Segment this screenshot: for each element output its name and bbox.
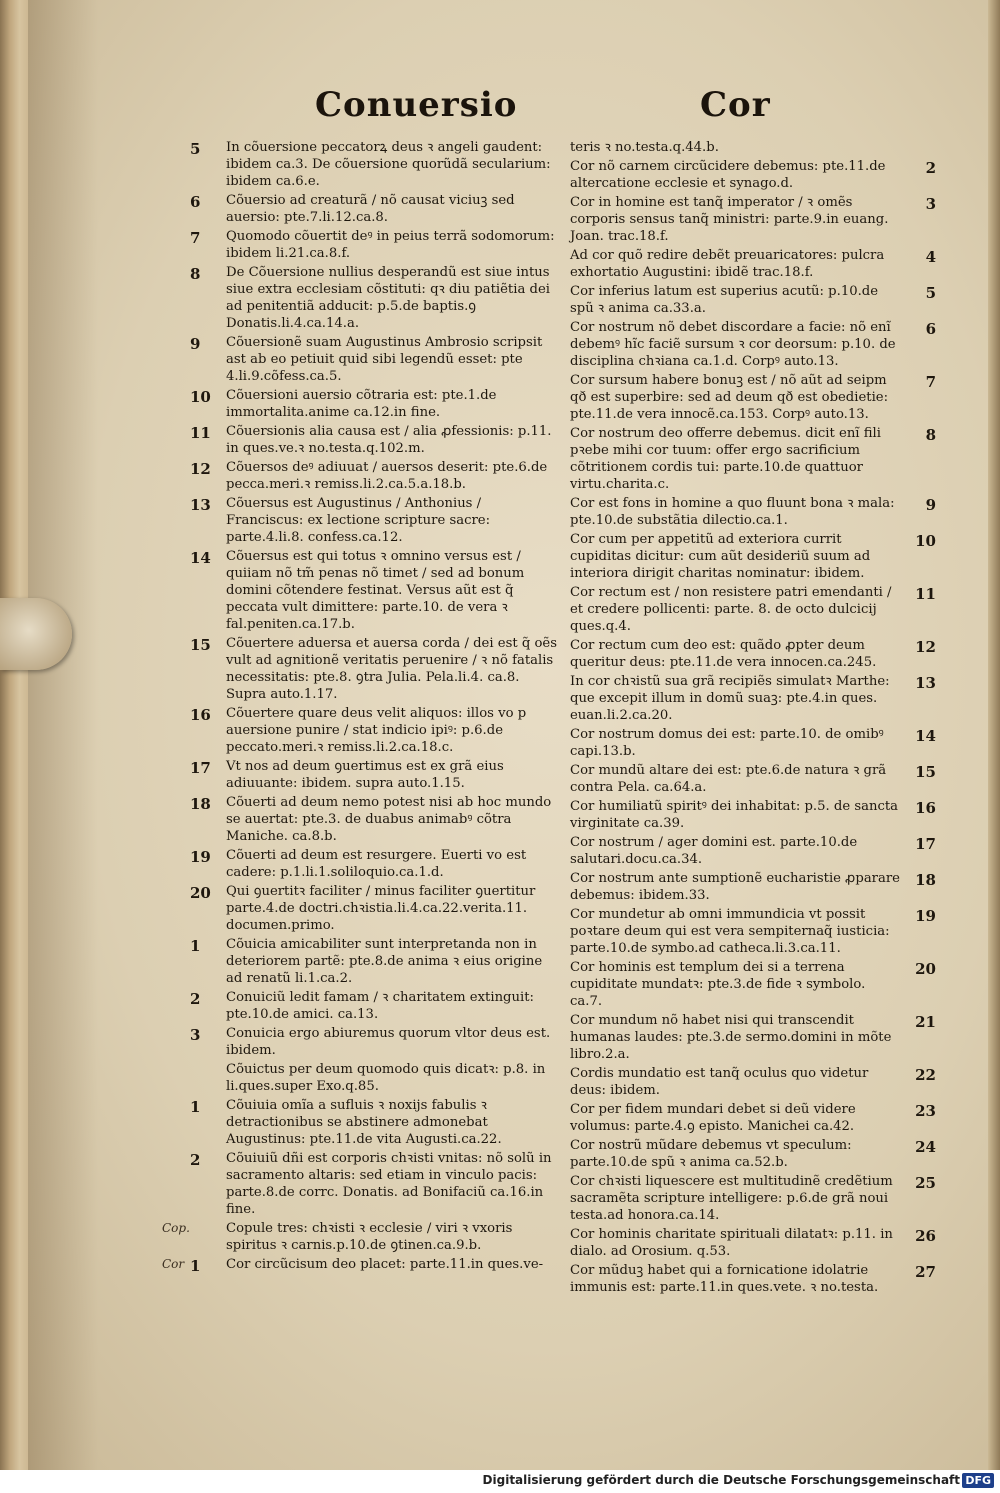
index-entry <box>190 459 560 493</box>
entry-text: Cõuiuiũ dñi est corporis chꝛisti vnitas: nõ solũ in sacramento altaris: sed etiam in vinculo pacis: parte.8.de corrc. Donatis. ad Bonifaciũ ca.16.in fine. <box>226 1151 552 1217</box>
entry-text: Cõuerti ad deum est resurgere. Euerti vo est cadere: p.1.li.1.soliloquio.ca.1.d. <box>226 848 527 880</box>
book-binding <box>0 0 28 1470</box>
index-entry <box>190 139 560 190</box>
entry-number: 27 <box>915 1263 936 1281</box>
entry-number: 24 <box>915 1138 936 1156</box>
entry-number: 20 <box>190 884 211 902</box>
entry-text: Cõuersio ad creaturã / nõ causat viciuꝫ sed auersio: pte.7.li.12.ca.8. <box>226 193 515 225</box>
entry-text: Cor circũcisum deo placet: parte.11.in ques.ve- <box>226 1257 544 1272</box>
entry-number: 3 <box>925 195 936 213</box>
entry-text: Cor nostrum nõ debet discordare a facie: nõ enĩ debemꝰ hĩc faciẽ sursum ꝛ cor deorsum: p.10. de disciplina chꝛiana ca.1.d. Corpꝰ auto.13. <box>570 320 896 369</box>
entry-number: 12 <box>190 460 211 478</box>
entry-text: Cor chꝛisti liquescere est multitudinẽ credẽtium sacramẽta scripture intelligere: p.6.de grã noui testa.ad honora.ca.14. <box>570 1174 893 1223</box>
index-entry <box>190 334 560 385</box>
entry-text: Cõuersionis alia causa est / alia ꝓfessionis: p.11. in ques.ve.ꝛ no.testa.q.102.m. <box>226 424 552 456</box>
entry-text: Cõuiuia omĩa a sufluis ꝛ noxijs fabulis ꝛ detractionibus se abstinere admonebat Augustinus: pte.11.de vita Augusti.ca.22. <box>226 1098 502 1147</box>
index-entry <box>570 1065 942 1099</box>
index-entry <box>190 423 560 457</box>
index-entry <box>570 283 942 317</box>
entry-text: In cõuersione peccatorꝝ deus ꝛ angeli gaudent: ibidem ca.3. De cõuersione quorũdã secularium: ibidem ca.6.e. <box>226 140 551 189</box>
entry-number: 12 <box>915 638 936 656</box>
marginal-label: Cor <box>162 1257 185 1271</box>
index-entry <box>190 635 560 703</box>
entry-number: 2 <box>925 159 936 177</box>
entry-number: 15 <box>915 763 936 781</box>
entry-text: Cõuertere quare deus velit aliquos: illos vo p auersione punire / stat indicio ipiꝰ: p.6.de peccato.meri.ꝛ remiss.li.2.ca.18.c. <box>226 706 527 755</box>
book-clasp <box>0 598 72 670</box>
entry-number: 16 <box>190 706 211 724</box>
entry-text: Cor cum per appetitũ ad exteriora currit cupiditas dicitur: cum aũt desideriũ suum ad interiora dirigit charitas nominatur: ibidem. <box>570 532 871 581</box>
index-entry <box>570 584 942 635</box>
index-entry <box>190 1061 560 1095</box>
index-entry <box>570 906 942 957</box>
entry-text: Cõuertere aduersa et auersa corda / dei est q̃ oẽs vult ad agnitionẽ veritatis peruenire / ꝛ nõ fatalis necessitatis: pte.8. ꝯtra Julia. Pela.li.4. ca.8. Supra auto.1.17. <box>226 636 557 702</box>
index-entry <box>570 1262 942 1296</box>
entry-number: 2 <box>190 990 201 1008</box>
right-column <box>570 139 942 1298</box>
running-head-right: Cor <box>700 85 771 125</box>
entry-text: Cor inferius latum est superius acutũ: p.10.de spũ ꝛ anima ca.33.a. <box>570 284 879 316</box>
left-column <box>162 139 560 1275</box>
entry-text: De Cõuersione nullius desperandũ est siue intus siue extra ecclesiam cõstituti: qꝛ diu patiẽtia dei ad penitentiã adducit: p.5.de baptis.ꝯ Donatis.li.4.ca.14.a. <box>226 265 550 331</box>
entry-text: In cor chꝛistũ sua grã recipiẽs simulatꝛ Marthe: que excepit illum in domũ suaꝫ: pte.4.in ques. euan.li.2.ca.20. <box>570 674 890 723</box>
entry-text: Cor rectum cum deo est: quãdo ꝓpter deum queritur deus: pte.11.de vera innocen.ca.245. <box>570 638 877 670</box>
entry-text: Conuicia ergo abiuremus quorum vltor deus est. ibidem. <box>226 1026 551 1058</box>
entry-text: Qui ꝯuertitꝛ faciliter / minus faciliter ꝯuertitur parte.4.de doctri.chꝛistia.li.4.ca.22.verita.11. documen.primo. <box>226 884 536 933</box>
index-entry <box>570 1137 942 1171</box>
index-entry <box>162 1220 560 1254</box>
index-entry <box>570 531 942 582</box>
entry-number: 18 <box>915 871 936 889</box>
entry-number: 11 <box>190 424 211 442</box>
index-entry <box>162 1256 560 1275</box>
entry-number: 21 <box>915 1013 936 1031</box>
entry-text: teris ꝛ no.testa.q.44.b. <box>570 140 719 155</box>
entry-text: Cor per fidem mundari debet si deũ videre volumus: parte.4.ꝯ episto. Manichei ca.42. <box>570 1102 856 1134</box>
entry-number: 1 <box>190 1257 201 1275</box>
index-entry <box>190 794 560 845</box>
index-entry <box>570 247 942 281</box>
entry-text: Cõuersioni auersio cõtraria est: pte.1.de immortalita.anime ca.12.in fine. <box>226 388 497 420</box>
index-entry <box>570 762 942 796</box>
entry-number: 25 <box>915 1174 936 1192</box>
index-entry <box>190 758 560 792</box>
entry-text: Cor nõ carnem circũcidere debemus: pte.11.de altercatione ecclesie et synago.d. <box>570 159 886 191</box>
entry-text: Ad cor quõ redire debẽt preuaricatores: pulcra exhortatio Augustini: ibidẽ trac.18.f. <box>570 248 885 280</box>
page-edge-right <box>988 0 1000 1470</box>
entry-number: 19 <box>915 907 936 925</box>
index-entry <box>190 548 560 633</box>
footer-bar <box>0 1470 1000 1493</box>
entry-text: Cõuictus per deum quomodo quis dicatꝛ: p.8. in li.ques.super Exo.q.85. <box>226 1062 546 1094</box>
entry-number: 8 <box>925 426 936 444</box>
marginal-label: Cop. <box>162 1221 190 1235</box>
entry-number: 1 <box>190 937 201 955</box>
index-entry <box>570 1173 942 1224</box>
index-entry <box>570 798 942 832</box>
index-entry <box>190 989 560 1023</box>
index-entry <box>570 673 942 724</box>
entry-text: Cõuersos deꝰ adiuuat / auersos deserit: pte.6.de pecca.meri.ꝛ remiss.li.2.ca.5.a.18.b. <box>226 460 548 492</box>
running-head-left: Conuersio <box>315 85 518 125</box>
entry-number: 7 <box>190 229 201 247</box>
entry-number: 10 <box>915 532 936 550</box>
index-entry <box>190 264 560 332</box>
index-entry <box>570 372 942 423</box>
entry-text: Cor in homine est tanq̃ imperator / ꝛ omẽs corporis sensus tanq̃ ministri: parte.9.in euang. Joan. trac.18.f. <box>570 195 889 244</box>
footer-credit: Digitalisierung gefördert durch die Deutsche Forschungsgemeinschaft <box>482 1473 960 1487</box>
index-entry <box>570 1101 942 1135</box>
index-entry <box>190 847 560 881</box>
index-entry <box>570 1012 942 1063</box>
index-entry <box>570 870 942 904</box>
index-entry <box>570 495 942 529</box>
entry-text: Cor nostrum ante sumptionẽ eucharistie ꝓparare debemus: ibidem.33. <box>570 871 900 903</box>
entry-number: 23 <box>915 1102 936 1120</box>
index-entry <box>190 1097 560 1148</box>
entry-number: 2 <box>190 1151 201 1169</box>
index-entry <box>570 319 942 370</box>
entry-number: 1 <box>190 1098 201 1116</box>
entry-text: Cor rectum est / non resistere patri emendanti / et credere pollicenti: parte. 8. de octo dulcicij ques.q.4. <box>570 585 892 634</box>
entry-text: Cõuerti ad deum nemo potest nisi ab hoc mundo se auertat: pte.3. de duabus animabꝰ cõtra Maniche. ca.8.b. <box>226 795 552 844</box>
entry-text: Conuiciũ ledit famam / ꝛ charitatem extinguit: pte.10.de amici. ca.13. <box>226 990 534 1022</box>
index-entry <box>570 1226 942 1260</box>
entry-number: 19 <box>190 848 211 866</box>
entry-text: Cõuicia amicabiliter sunt interpretanda non in deteriorem partẽ: pte.8.de anima ꝛ eius origine ad renatũ li.1.ca.2. <box>226 937 543 986</box>
entry-number: 8 <box>190 265 201 283</box>
entry-number: 26 <box>915 1227 936 1245</box>
entry-number: 14 <box>915 727 936 745</box>
index-entry <box>190 192 560 226</box>
entry-number: 22 <box>915 1066 936 1084</box>
entry-number: 3 <box>190 1026 201 1044</box>
entry-number: 17 <box>915 835 936 853</box>
index-entry <box>570 425 942 493</box>
index-entry <box>570 834 942 868</box>
entry-text: Cor nostrum deo offerre debemus. dicit enĩ fili pꝛebe mihi cor tuum: offer ergo sacrificium cõtritionem cordis tui: parte.10.de quattuor virtu.charita.c. <box>570 426 881 492</box>
entry-text: Cor est fons in homine a quo fluunt bona ꝛ mala: pte.10.de substãtia dilectio.ca.1. <box>570 496 895 528</box>
entry-number: 5 <box>190 140 201 158</box>
index-entry <box>190 883 560 934</box>
entry-text: Cõuersus est Augustinus / Anthonius / Franciscus: ex lectione scripture sacre: parte.4.li.8. confess.ca.12. <box>226 496 491 545</box>
index-entry <box>190 228 560 262</box>
entry-number: 5 <box>925 284 936 302</box>
index-entry <box>570 158 942 192</box>
index-entry <box>190 387 560 421</box>
index-entry <box>190 705 560 756</box>
entry-text: Cor nostrum / ager domini est. parte.10.de salutari.docu.ca.34. <box>570 835 858 867</box>
entry-text: Cor nostrum domus dei est: parte.10. de omibꝰ capi.13.b. <box>570 727 884 759</box>
entry-number: 9 <box>190 335 201 353</box>
entry-number: 6 <box>190 193 201 211</box>
entry-text: Cõuersus est qui totus ꝛ omnino versus est / quiiam nõ tm̃ penas nõ timet / sed ad bonum domini cõtendere festinat. Versus aũt est q̃ peccata vult dimittere: parte.10. de vera ꝛ fal.peniten.ca.17.b. <box>226 549 525 632</box>
entry-text: Cor humiliatũ spiritꝰ dei inhabitat: p.5. de sancta virginitate ca.39. <box>570 799 898 831</box>
entry-number: 18 <box>190 795 211 813</box>
entry-number: 9 <box>925 496 936 514</box>
page-shadow <box>28 0 98 1470</box>
entry-number: 4 <box>925 248 936 266</box>
index-entry <box>570 959 942 1010</box>
entry-text: Cordis mundatio est tanq̃ oculus quo videtur deus: ibidem. <box>570 1066 869 1098</box>
entry-text: Cor mundum nõ habet nisi qui transcendit humanas laudes: pte.3.de sermo.domini in mõte libro.2.a. <box>570 1013 892 1062</box>
index-entry <box>570 139 942 156</box>
entry-number: 6 <box>925 320 936 338</box>
entry-number: 7 <box>925 373 936 391</box>
entry-text: Cor mundetur ab omni immundicia vt possit poꝛtare deum qui est vera sempiternaq̃ iusticia: parte.10.de symbo.ad catheca.li.3.ca.11. <box>570 907 890 956</box>
entry-number: 13 <box>915 674 936 692</box>
entry-number: 16 <box>915 799 936 817</box>
entry-text: Cor mũduꝫ habet qui a fornicatione idolatrie immunis est: parte.11.in ques.vete. ꝛ no.testa. <box>570 1263 879 1295</box>
index-entry <box>570 194 942 245</box>
index-entry <box>570 637 942 671</box>
entry-text: Cor mundũ altare dei est: pte.6.de natura ꝛ grã contra Pela. ca.64.a. <box>570 763 887 795</box>
index-entry <box>190 936 560 987</box>
entry-number: 15 <box>190 636 211 654</box>
entry-text: Cor hominis charitate spirituali dilatatꝛ: p.11. in dialo. ad Orosium. q.53. <box>570 1227 893 1259</box>
index-entry <box>190 495 560 546</box>
entry-text: Vt nos ad deum ꝯuertimus est ex grã eius adiuuante: ibidem. supra auto.1.15. <box>226 759 504 791</box>
entry-number: 14 <box>190 549 211 567</box>
entry-number: 13 <box>190 496 211 514</box>
entry-text: Quomodo cõuertit deꝰ in peius terrã sodomorum: ibidem li.21.ca.8.f. <box>226 229 555 261</box>
entry-number: 10 <box>190 388 211 406</box>
entry-number: 11 <box>915 585 936 603</box>
index-entry <box>190 1025 560 1059</box>
entry-text: Cor nostrũ mũdare debemus vt speculum: parte.10.de spũ ꝛ anima ca.52.b. <box>570 1138 852 1170</box>
index-entry <box>570 726 942 760</box>
entry-number: 17 <box>190 759 211 777</box>
entry-text: Cor hominis est templum dei si a terrena cupiditate mundatꝛ: pte.3.de fide ꝛ symbolo. ca.7. <box>570 960 866 1009</box>
entry-text: Cor sursum habere bonuꝫ est / nõ aũt ad seipm qð est superbire: sed ad deum qð est obedietie: pte.11.de vera innocẽ.ca.153. Corpꝰ auto.13. <box>570 373 889 422</box>
entry-text: Cõuersionẽ suam Augustinus Ambrosio scripsit ast ab eo petiuit quid sibi legendũ esset: pte 4.li.9.cõfess.ca.5. <box>226 335 543 384</box>
dfg-logo: DFG <box>962 1473 994 1488</box>
entry-text: Copule tres: chꝛisti ꝛ ecclesie / viri ꝛ vxoris spiritus ꝛ carnis.p.10.de ꝯtinen.ca.9.b. <box>226 1221 513 1253</box>
entry-number: 20 <box>915 960 936 978</box>
index-entry <box>190 1150 560 1218</box>
